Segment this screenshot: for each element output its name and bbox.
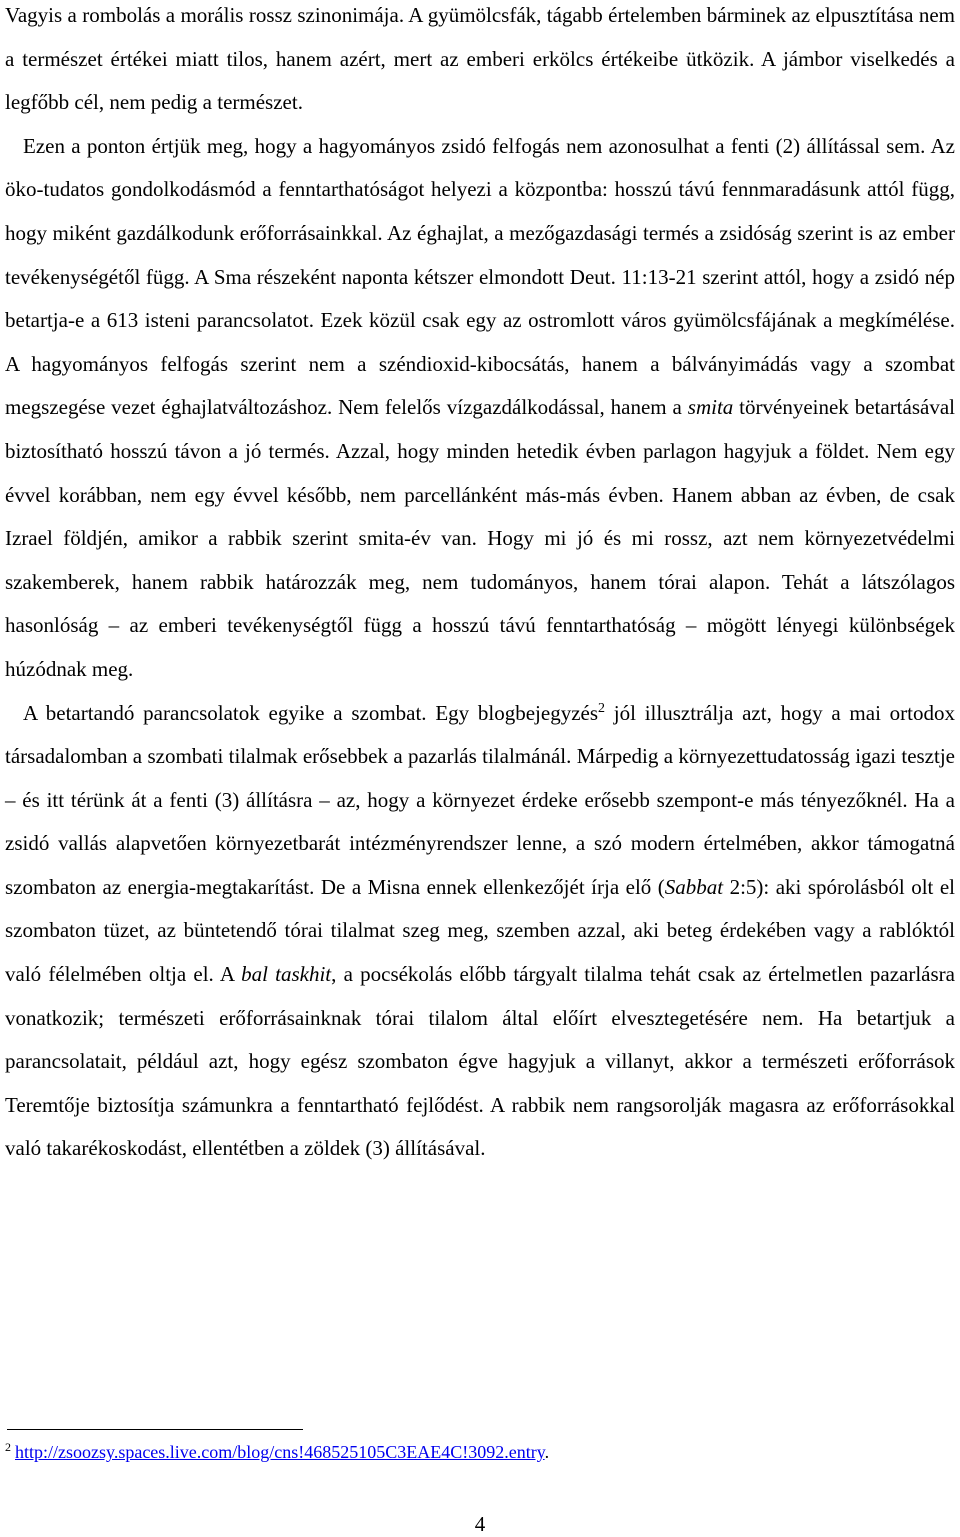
- footnote-trailing: .: [544, 1442, 550, 1462]
- footnote-marker: 2: [5, 1440, 11, 1454]
- paragraph-1-text: Vagyis a rombolás a morális rossz szinonimája. A gyümölcsfák, tágabb értelemben bárminek az elpusztítása nem a természet értékei miatt tilos, hanem azért, mert az emberi erkölcs értékeibe ütközik. A jámbor viselkedés a legfőbb cél, nem pedig a természet.: [5, 3, 955, 115]
- paragraph-1: [5, 0, 955, 125]
- paragraph-3: [5, 692, 955, 1172]
- term-bal-taskhit: bal taskhit: [241, 962, 332, 987]
- page-number: 4: [474, 1512, 486, 1536]
- paragraph-3-text-c: 2:5): aki spórolásból olt el szombaton tüzet, az büntetendő tórai tilalmat szeg meg, szemben azzal, aki beteg érdekében vagy a rablóktól való félelmében oltja el. A: [5, 874, 955, 987]
- paragraph-3-text-d: , a pocsékolás előbb tárgyalt tilalma tehát csak az értelmetlen pazarlásra vonatkozik; természeti erőforrásainknak tórai tilalom által előírt elvesztegetésére nem. Ha betartjuk a parancsolatait, például azt, hogy egész szombaton égve hagyjuk a villanyt, akkor a természeti erőforrások Teremtője biztosítja számunkra a fenntartható fejlődést. A rabbik nem rangsorolják magasra az erőforrásokkal való takarékoskodást, ellentétben a zöldek (3) állításával.: [5, 962, 955, 1161]
- footnote-link[interactable]: http://zsoozsy.spaces.live.com/blog/cns!468525105C3EAE4C!3092.entry: [15, 1442, 545, 1462]
- term-smita: smita: [687, 395, 734, 420]
- paragraph-3-text-a: A betartandó parancsolatok egyike a szombat. Egy blogbejegyzés: [23, 700, 599, 725]
- body-text: [5, 0, 955, 1171]
- footnote-reference[interactable]: 2: [598, 700, 606, 716]
- paragraph-2: [5, 125, 955, 692]
- paragraph-2-text-b: törvényeinek betartásával biztosítható hosszú távon a jó termés. Azzal, hogy minden hetedik évben parlagon hagyjuk a földet. Nem egy évvel korábban, nem egy évvel később, nem parcellánként más-más évben. Hanem abban az évben, de csak Izrael földjén, amikor a rabbik szerint smita-év van. Hogy mi jó és mi rossz, azt nem környezetvédelmi szakemberek, hanem rabbik határozzák meg, nem tudományos, hanem tórai alapon. Tehát a látszólagos hasonlóság – az emberi tevékenységtől függ a hosszú távú fenntarthatóság – mögött lényegi különbségek húzódnak meg.: [5, 395, 955, 681]
- paragraph-2-text-a: Ezen a ponton értjük meg, hogy a hagyományos zsidó felfogás nem azonosulhat a fenti (2) állítással sem. Az öko-tudatos gondolkodásmód a fenntarthatóságot helyezi a központba: hosszú távú fennmaradásunk attól függ, hogy miként gazdálkodunk erőforrásainkkal. Az éghajlat, a mezőgazdasági termés a zsidóság szerint is az ember tevékenységétől függ. A Sma részeként naponta kétszer elmondott Deut. 11:13-21 szerint attól, hogy a zsidó nép betartja-e a 613 isteni parancsolatot. Ezek közül csak egy az ostromlott város gyümölcsfájának a megkímélése. A hagyományos felfogás szerint nem a széndioxid-kibocsátás, hanem a bálványimádás vagy a szombat megszegése vezet éghajlatváltozáshoz. Nem felelős vízgazdálkodással, hanem a: [5, 133, 955, 420]
- footnote-divider: [7, 1429, 303, 1430]
- term-sabbat: Sabbat: [664, 874, 724, 899]
- footnote: [5, 1440, 549, 1464]
- paragraph-3-text-b: jól illusztrálja azt, hogy a mai ortodox társadalomban a szombati tilalmak erősebbek a pazarlás tilalmánál. Márpedig a környezettudatosság igazi tesztje – és itt térünk át a fenti (3) állításra – az, hogy a környezet érdeke erősebb szempont-e más tényezőknél. Ha a zsidó vallás alapvetően környezetbarát intézményrendszer lenne, a szó modern értelmében, akkor támogatná szombaton az energia-megtakarítást. De a Misna ennek ellenkezőjét írja elő (: [5, 700, 955, 899]
